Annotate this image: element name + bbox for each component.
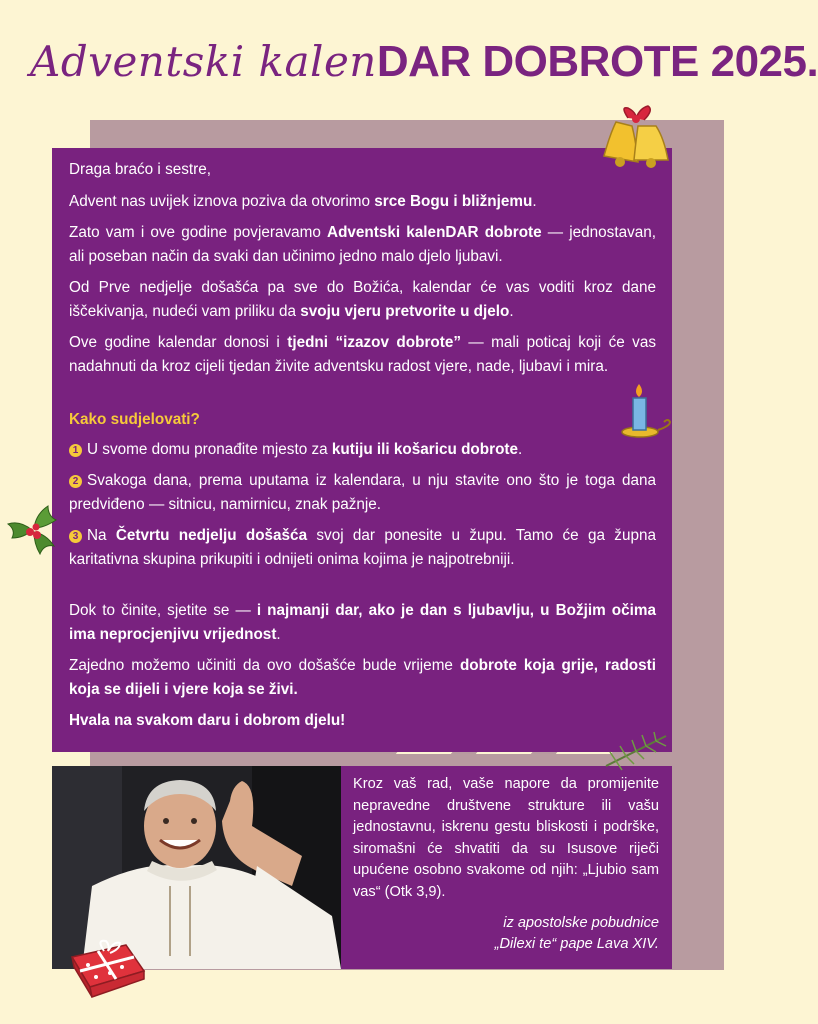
step-item: 2 Svakoga dana, prema uputama iz kalendara, u nju stavite ono što je toga dana predviđeno — sitnicu, namirnicu, znak pažnje. bbox=[69, 472, 656, 513]
paragraph: Dok to činite, sjetite se — i najmanji dar, ako je dan s ljubavlju, u Božjim očima ima neprocjenjivu vrijednost. bbox=[69, 602, 656, 643]
step-item: 3 Na Četvrtu nedjelju došašća svoj dar ponesite u župu. Tamo će ga župna karitativna skupina prikupiti i odnijeti onima kojima je najpotrebniji. bbox=[69, 527, 656, 568]
paragraph: Advent nas uvijek iznova poziva da otvorimo srce Bogu i bližnjemu. bbox=[69, 192, 537, 210]
paragraph: Zajedno možemo učiniti da ovo došašće bude vrijeme dobrote koja grije, radosti koja se dijeli i vjere koja se živi. bbox=[69, 657, 656, 698]
title-script-part: Adventski kalen bbox=[30, 37, 377, 86]
step-number-badge: 3 bbox=[69, 530, 82, 543]
step-number-badge: 1 bbox=[69, 444, 82, 457]
quote-source-line: iz apostolske pobudnice bbox=[503, 915, 659, 931]
letter-panel bbox=[52, 148, 672, 752]
holly-icon bbox=[2, 500, 62, 560]
paragraph: Ove godine kalendar donosi i tjedni “izazov dobrote” — mali poticaj koji će vas nadahnuti da kroz cijeli tjedan živite adventsku radost vjere, nade, ljubavi i mira. bbox=[69, 334, 656, 375]
quote-text: Kroz vaš rad, vaše napore da promijenite nepravedne društvene strukture ili vašu jednostavnu, iskrenu gestu bliskosti i podrške, siromašni će shvatiti da su Isusove riječi upućene osobno svakome od njih: „Ljubio sam vas“ (Otk 3,9). bbox=[353, 776, 659, 900]
closing-thanks: Hvala na svakom daru i dobrom djelu! bbox=[69, 712, 346, 729]
paragraph: Od Prve nedjelje došašća pa sve do Božića, kalendar će vas voditi kroz dane iščekivanja, nudeći vam priliku da svoju vjeru pretvorite u djelo. bbox=[69, 279, 656, 320]
title-bold-part: DAR DOBROTE 2025. bbox=[376, 37, 818, 86]
quote-box bbox=[341, 766, 672, 969]
greeting: Draga braćo i sestre, bbox=[69, 161, 211, 178]
quote-source-line: „Dilexi te“ pape Lava XIV. bbox=[494, 936, 659, 952]
candle-icon bbox=[618, 382, 678, 440]
how-to-heading: Kako sudjelovati? bbox=[69, 411, 200, 428]
bells-icon bbox=[598, 104, 674, 174]
pine-branch-icon bbox=[604, 730, 670, 772]
quote-source bbox=[353, 913, 659, 955]
step-number-badge: 2 bbox=[69, 475, 82, 488]
page-title bbox=[30, 37, 818, 86]
gift-icon bbox=[66, 935, 150, 999]
paragraph: Zato vam i ove godine povjeravamo Adventski kalenDAR dobrote — jednostavan, ali poseban način da svaki dan učinimo jedno malo djelo ljubavi. bbox=[69, 224, 656, 265]
step-item: 1 U svome domu pronađite mjesto za kutiju ili košaricu dobrote. bbox=[69, 438, 656, 462]
